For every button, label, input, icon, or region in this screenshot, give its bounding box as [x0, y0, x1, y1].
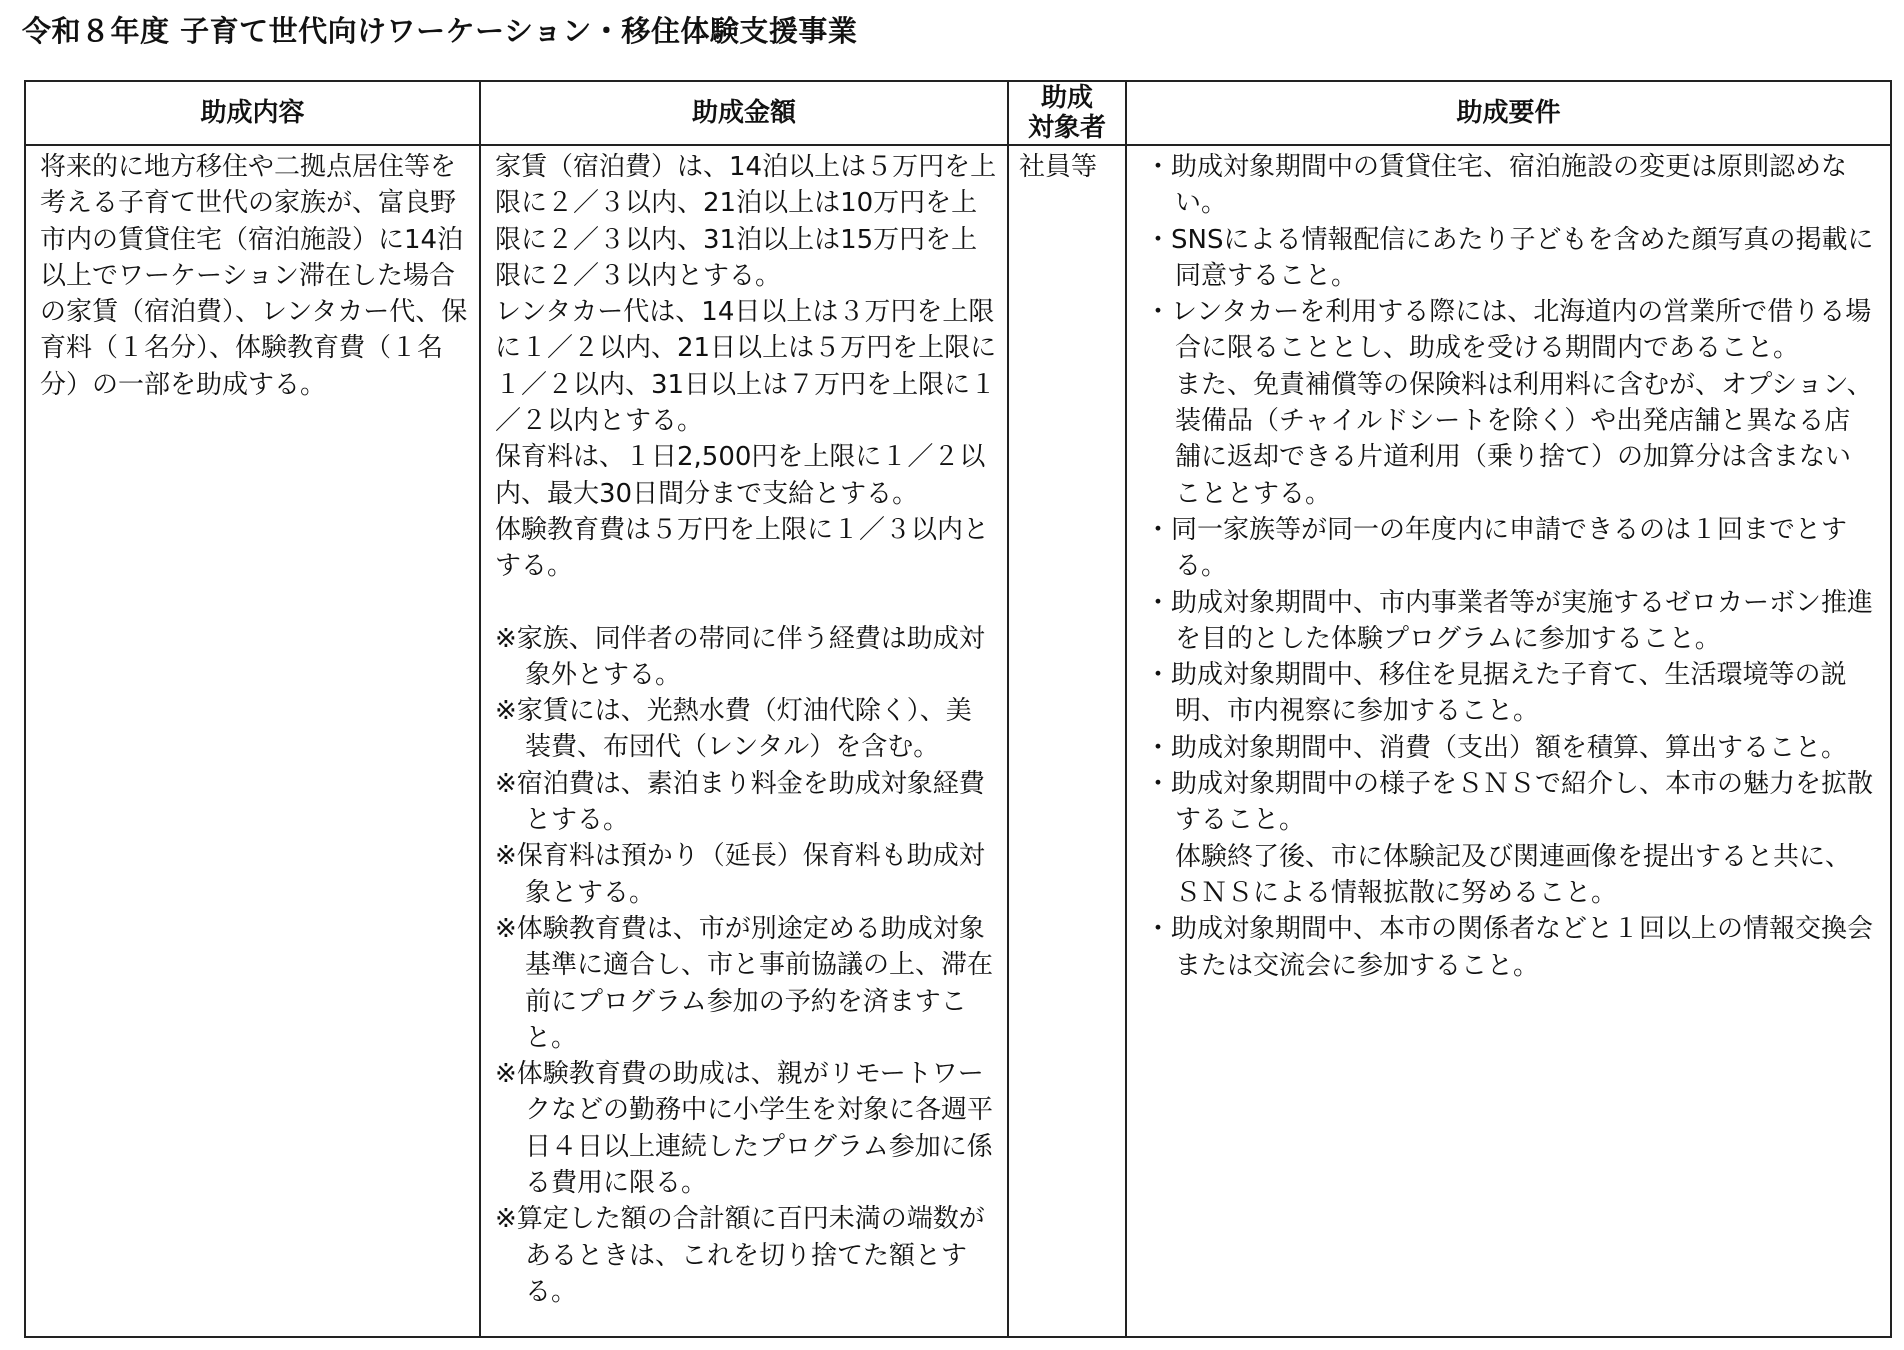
- amount-note: ※算定した額の合計額に百円未満の端数があるときは、これを切り捨てた額とする。: [495, 1204, 985, 1307]
- header-target: [1008, 81, 1126, 145]
- target-text: 社員等: [1019, 152, 1098, 182]
- requirement-continuation: 体験終了後、市に体験記及び関連画像を提出すると共に、ＳＮＳによる情報拡散に努めること。: [1175, 841, 1852, 908]
- amount-note: ※宿泊費は、素泊まり料金を助成対象経費とする。: [495, 768, 985, 836]
- subsidy-table: [24, 80, 1892, 1338]
- header-target-line1: 助成: [1040, 83, 1093, 113]
- requirements-cell: [1126, 145, 1891, 1337]
- requirement-item: ・助成対象期間中の様子をＳＮＳで紹介し、本市の魅力を拡散すること。: [1145, 769, 1874, 836]
- amount-note: ※体験教育費は、市が別途定める助成対象基準に適合し、市と事前協議の上、滞在前にプログラム参加の予約を済ますこと。: [495, 913, 994, 1053]
- requirement-item: ・助成対象期間中、本市の関係者などと１回以上の情報交換会または交流会に参加すること。: [1145, 914, 1874, 981]
- requirement-item: ・助成対象期間中、移住を見据えた子育て、生活環境等の説明、市内視察に参加すること。: [1145, 660, 1847, 727]
- requirement-item: ・助成対象期間中、市内事業者等が実施するゼロカーボン推進を目的とした体験プログラムに参加すること。: [1145, 587, 1874, 654]
- document-title: 令和８年度 子育て世代向けワーケーション・移住体験支援事業: [22, 14, 858, 48]
- amount-note: ※保育料は預かり（延長）保育料も助成対象とする。: [495, 841, 985, 908]
- requirement-continuation: また、免責補償等の保険料は利用料に含むが、オプション、装備品（チャイルドシートを除く）や出発店舗と異なる店舗に返却できる片道利用（乗り捨て）の加算分は含まないこととする。: [1175, 369, 1873, 509]
- amount-note: ※体験教育費の助成は、親がリモートワークなどの勤務中に小学生を対象に各週平日４日以上連続したプログラム参加に係る費用に限る。: [495, 1059, 994, 1199]
- requirement-item: ・レンタカーを利用する際には、北海道内の営業所で借りる場合に限ることとし、助成を受ける期間内であること。: [1145, 297, 1872, 364]
- body-row: [25, 145, 1891, 1337]
- requirement-item: ・助成対象期間中、消費（支出）額を積算、算出すること。: [1145, 732, 1848, 763]
- content-text: 将来的に地方移住や二拠点居住等を考える子育て世代の家族が、富良野市内の賃貸住宅（宿泊施設）に14泊以上でワーケーション滞在した場合の家賃（宿泊費）、レンタカー代、保育料（１名分）、体験教育費（１名分）の一部を助成する。: [40, 152, 468, 400]
- header-content: 助成内容: [25, 81, 480, 145]
- content-cell: [25, 145, 480, 1337]
- header-amount: 助成金額: [480, 81, 1008, 145]
- amount-childcare: 保育料は、１日2,500円を上限に１／２以内、最大30日間分まで支給とする。: [495, 442, 986, 509]
- header-row: [25, 81, 1891, 145]
- header-target-line2: 対象者: [1027, 113, 1106, 143]
- amount-cell: [480, 145, 1008, 1337]
- amount-note: ※家族、同伴者の帯同に伴う経費は助成対象外とする。: [495, 623, 985, 690]
- header-requirements: 助成要件: [1126, 81, 1891, 145]
- spacer: [495, 585, 997, 621]
- amount-rental-car: レンタカー代は、14日以上は３万円を上限に１／２以内、21日以上は５万円を上限に１／２以内、31日以上は７万円を上限に１／２以内とする。: [495, 297, 997, 437]
- target-cell: [1008, 145, 1126, 1337]
- amount-education: 体験教育費は５万円を上限に１／３以内とする。: [495, 514, 990, 582]
- requirement-item: ・SNSによる情報配信にあたり子どもを含めた顔写真の掲載に同意すること。: [1145, 224, 1874, 291]
- amount-rent: 家賃（宿泊費）は、14泊以上は５万円を上限に２／３以内、21泊以上は10万円を上限に２／３以内、31泊以上は15万円を上限に２／３以内とする。: [495, 152, 997, 291]
- requirement-item: ・同一家族等が同一の年度内に申請できるのは１回までとする。: [1145, 514, 1848, 582]
- requirement-item: ・助成対象期間中の賃貸住宅、宿泊施設の変更は原則認めない。: [1145, 152, 1848, 219]
- amount-note: ※家賃には、光熱水費（灯油代除く）、美装費、布団代（レンタル）を含む。: [495, 696, 972, 763]
